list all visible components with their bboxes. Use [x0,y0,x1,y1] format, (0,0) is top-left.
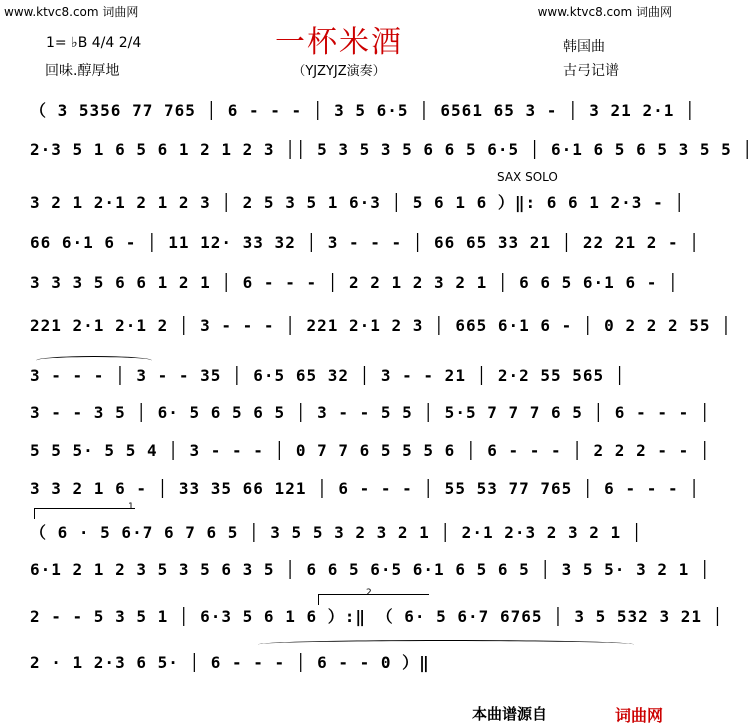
score-line-8 [30,403,711,427]
watermark-right: www.ktvc8.com 词曲网 [537,5,672,19]
score-notes: 2·3 5 1 6 5 6 1 2 1 2 3 ││ 5 3 5 3 5 6 6 5 6·5 │ 6·1 6 5 6 5 3 5 5 │ [30,140,753,159]
score-notes: 3 3 3 5 6 6 1 2 1 │ 6 - - - │ 2 2 1 2 3 2 1 │ 6 6 5 6·1 6 - │ [30,273,679,292]
score-line-11 [30,520,642,544]
watermark-left: www.ktvc8.com 词曲网 [4,5,139,19]
score-notes: 2 · 1 2·3 6 5· │ 6 - - - │ 6 - - 0 ）‖ [30,653,430,672]
score-line-3 [30,190,685,214]
score-line-12 [30,560,711,584]
slur-mark [258,640,634,649]
score-notes: （ 6 · 5 6·7 6 7 6 5 │ 3 5 5 3 2 3 2 1 │ 2·1 2·3 2 3 2 1 │ [30,523,643,542]
score-notes: 5 5 5· 5 5 4 │ 3 - - - │ 0 7 7 6 5 5 5 6 │ 6 - - - │ 2 2 2 - - │ [30,441,711,460]
source-label: 本曲谱源自 [472,705,548,723]
key-signature: 1= ♭B 4/4 2/4 [46,35,142,51]
score-line-5 [30,273,679,297]
score-notes: （ 3 5356 77 765 │ 6 - - - │ 3 5 6·5 │ 6561 65 3 - │ 3 21 2·1 │ [30,101,696,120]
score-line-4 [30,233,700,257]
sax-solo-label: SAX SOLO [497,170,558,184]
score-line-14 [30,650,642,674]
score-notes: 3 - - - │ 3 - - 35 │ 6·5 65 32 │ 3 - - 21 │ 2·2 55 565 │ [30,366,626,385]
volta-2-bracket [318,594,429,605]
score-line-7 [30,366,642,390]
score-notes: 2 - - 5 3 5 1 │ 6·3 5 6 1 6 ）:‖ （ 6· 5 6·7 6765 │ 3 5 532 3 21 │ [30,607,724,626]
score-line-13 [30,604,724,628]
score-line-9 [30,441,711,465]
composer-credit: 韩国曲 [563,39,605,55]
score-line-10 [30,479,700,503]
score-notes: 3 - - 3 5 │ 6· 5 6 5 6 5 │ 3 - - 5 5 │ 5·5 7 7 7 6 5 │ 6 - - - │ [30,403,711,422]
site-logo-badge[interactable]: 词曲网 [600,700,678,728]
score-line-6 [30,316,732,340]
score-line-1 [30,98,696,122]
volta-1-label: 1 [128,502,134,512]
performer-credit: （YJZYJZ演奏） [292,64,386,79]
score-line-2 [30,140,753,164]
score-notes: 66 6·1 6 - │ 11 12· 33 32 │ 3 - - - │ 66 65 33 21 │ 22 21 2 - │ [30,233,700,252]
score-notes: 3 2 1 2·1 2 1 2 3 │ 2 5 3 5 1 6·3 │ 5 6 1 6 ）‖: 6 6 1 2·3 - │ [30,193,685,212]
score-notes: 221 2·1 2·1 2 │ 3 - - - │ 221 2·1 2 3 │ 665 6·1 6 - │ 0 2 2 2 55 │ [30,316,732,335]
transcriber-credit: 古弓记谱 [563,63,619,79]
score-notes: 3 3 2 1 6 - │ 33 35 66 121 │ 6 - - - │ 55 53 77 765 │ 6 - - - │ [30,479,700,498]
score-notes: 6·1 2 1 2 3 5 3 5 6 3 5 │ 6 6 5 6·5 6·1 6 5 6 5 │ 3 5 5· 3 2 1 │ [30,560,711,579]
volta-1-bracket [34,508,135,519]
song-title: 一杯米酒 [275,25,403,60]
slur-mark [36,356,152,365]
style-note: 回味.醇厚地 [45,63,120,79]
volta-2-label: 2 [366,588,372,598]
